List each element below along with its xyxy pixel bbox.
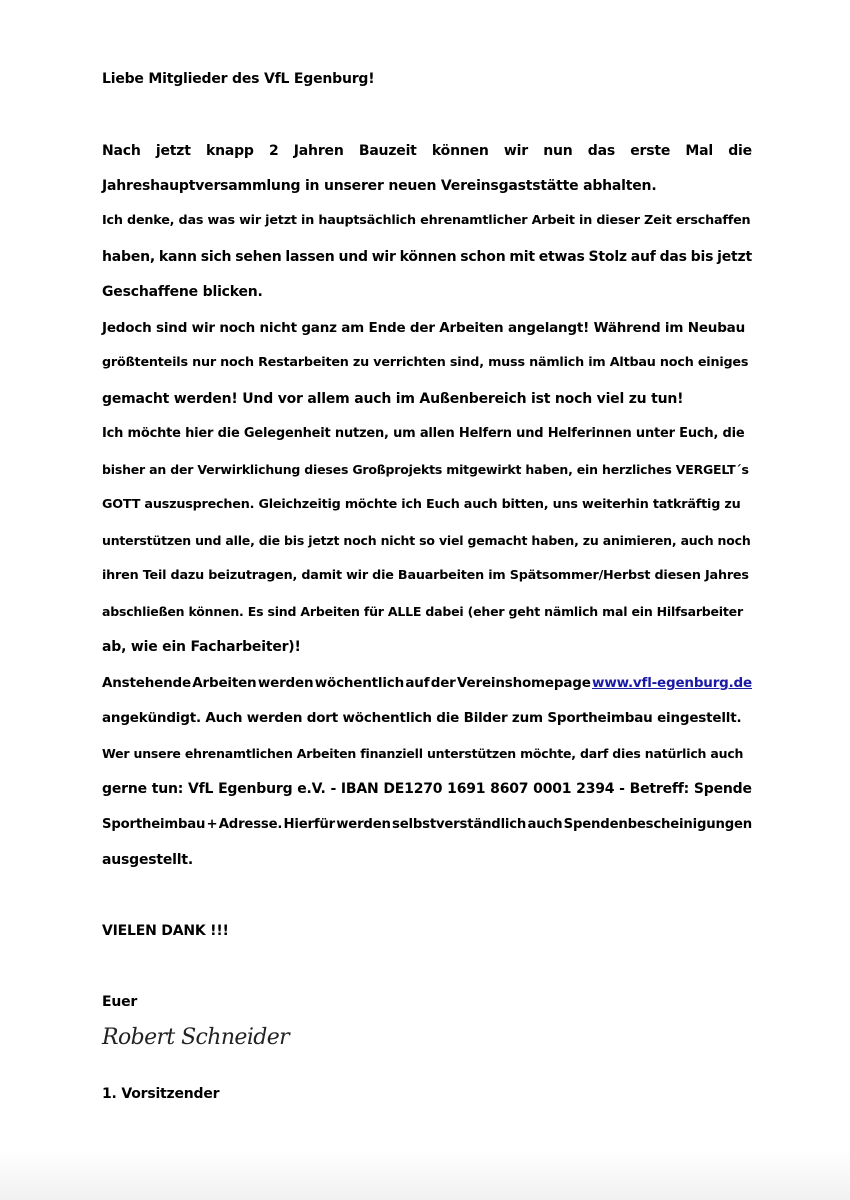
word: auf bbox=[405, 675, 430, 691]
word: Egenburg bbox=[218, 781, 293, 797]
p4-line-5: ihren Teil dazu beizutragen, damit wir die Bauarbeiten im Spätsommer/Herbst diesen Jahres bbox=[102, 568, 749, 583]
word: wir bbox=[371, 249, 396, 265]
homepage-link[interactable]: www.vfl-egenburg.de bbox=[592, 675, 752, 691]
word: Sportheimbau bbox=[102, 817, 206, 832]
word: VfL bbox=[187, 781, 214, 797]
role: 1. Vorsitzender bbox=[102, 1086, 220, 1102]
p6-line-4: ausgestellt. bbox=[102, 852, 193, 868]
word: Adresse. bbox=[218, 817, 283, 832]
word: jetzt bbox=[155, 143, 191, 159]
word: Hierfür bbox=[283, 817, 335, 832]
p5-line-1 bbox=[102, 668, 752, 698]
word: Spende bbox=[693, 781, 752, 797]
p2-line-1: Ich denke, das was wir jetzt in hauptsächlich ehrenamtlicher Arbeit in dieser Zeit erschaffen bbox=[102, 213, 751, 228]
word: Nach bbox=[102, 143, 141, 159]
word: Bauzeit bbox=[358, 143, 417, 159]
p2-line-3: Geschaffene blicken. bbox=[102, 284, 263, 300]
word: knapp bbox=[205, 143, 254, 159]
word: bis bbox=[690, 249, 714, 265]
word: kann bbox=[158, 249, 197, 265]
word: Betreff: bbox=[629, 781, 690, 797]
p6-line-1: Wer unsere ehrenamtlichen Arbeiten finanziell unterstützen möchte, darf dies natürlich auch bbox=[102, 746, 744, 761]
word: 2394 bbox=[576, 781, 615, 797]
p4-line-4: unterstützen und alle, die bis jetzt noch nicht so viel gemacht haben, zu animieren, auch noch bbox=[102, 533, 751, 548]
word: und bbox=[338, 249, 368, 265]
p4-line-1: Ich möchte hier die Gelegenheit nutzen, um allen Helfern und Helferinnen unter Euch, die bbox=[102, 426, 745, 441]
word: wöchentlich bbox=[314, 675, 404, 691]
word: 1691 bbox=[447, 781, 486, 797]
p6-line-3 bbox=[102, 810, 752, 840]
word: jetzt bbox=[717, 249, 752, 265]
closing: Euer bbox=[102, 994, 138, 1010]
word: können bbox=[431, 143, 489, 159]
word: selbstverständlich bbox=[392, 817, 527, 832]
word: haben, bbox=[102, 249, 156, 265]
word: auch bbox=[527, 817, 563, 832]
p3-line-1: Jedoch sind wir noch nicht ganz am Ende der Arbeiten angelangt! Während im Neubau bbox=[102, 320, 745, 336]
word: die bbox=[728, 143, 752, 159]
word: e.V. bbox=[297, 781, 326, 797]
word: werden bbox=[257, 675, 314, 691]
word: + bbox=[206, 817, 218, 832]
word: - bbox=[330, 781, 337, 797]
word: nun bbox=[543, 143, 573, 159]
word: etwas bbox=[538, 249, 585, 265]
word: Arbeiten bbox=[192, 675, 257, 691]
word: auf bbox=[630, 249, 656, 265]
word: das bbox=[587, 143, 615, 159]
p3-line-2: größtenteils nur noch Restarbeiten zu verrichten sind, muss nämlich im Altbau noch einiges bbox=[102, 355, 749, 370]
word: IBAN bbox=[340, 781, 379, 797]
p4-line-2: bisher an der Verwirklichung dieses Großprojekts mitgewirkt haben, ein herzliches VERGELT´s bbox=[102, 462, 749, 477]
word: DE1270 bbox=[383, 781, 443, 797]
word: Stolz bbox=[588, 249, 627, 265]
word: mit bbox=[509, 249, 535, 265]
word: Jahren bbox=[293, 143, 344, 159]
p2-line-2 bbox=[102, 242, 752, 272]
word: das bbox=[659, 249, 687, 265]
p6-line-2 bbox=[102, 774, 752, 804]
word: 8607 bbox=[490, 781, 529, 797]
greeting: Liebe Mitglieder des VfL Egenburg! bbox=[102, 71, 375, 87]
p4-line-3: GOTT auszusprechen. Gleichzeitig möchte ich Euch auch bitten, uns weiterhin tatkräftig zu bbox=[102, 497, 741, 512]
word: 0001 bbox=[533, 781, 572, 797]
thanks: VIELEN DANK !!! bbox=[102, 923, 229, 939]
word: - bbox=[619, 781, 625, 797]
word: sehen bbox=[235, 249, 282, 265]
word: Mal bbox=[685, 143, 713, 159]
word: wir bbox=[503, 143, 528, 159]
word: lassen bbox=[285, 249, 335, 265]
word: der bbox=[430, 675, 456, 691]
p3-line-3: gemacht werden! Und vor allem auch im Außenbereich ist noch viel zu tun! bbox=[102, 391, 684, 407]
word: schon bbox=[460, 249, 506, 265]
word: werden bbox=[336, 817, 391, 832]
word: können bbox=[399, 249, 457, 265]
word: erste bbox=[630, 143, 671, 159]
word: Anstehende bbox=[102, 675, 191, 691]
signature: Robert Schneider bbox=[102, 1025, 290, 1050]
word: 2 bbox=[269, 143, 279, 159]
word: Vereinshomepage bbox=[457, 675, 591, 691]
p4-line-7: ab, wie ein Facharbeiter)! bbox=[102, 639, 301, 655]
p1-line-1 bbox=[102, 136, 752, 166]
word: Spendenbescheinigungen bbox=[563, 817, 752, 832]
word: tun: bbox=[151, 781, 184, 797]
p5-line-2: angekündigt. Auch werden dort wöchentlich die Bilder zum Sportheimbau eingestellt. bbox=[102, 710, 742, 726]
p4-line-6: abschließen können. Es sind Arbeiten für ALLE dabei (eher geht nämlich mal ein Hilfsarbeiter bbox=[102, 604, 743, 619]
word: sich bbox=[200, 249, 232, 265]
word: gerne bbox=[102, 781, 147, 797]
p1-line-2: Jahreshauptversammlung in unserer neuen Vereinsgaststätte abhalten. bbox=[102, 178, 657, 194]
